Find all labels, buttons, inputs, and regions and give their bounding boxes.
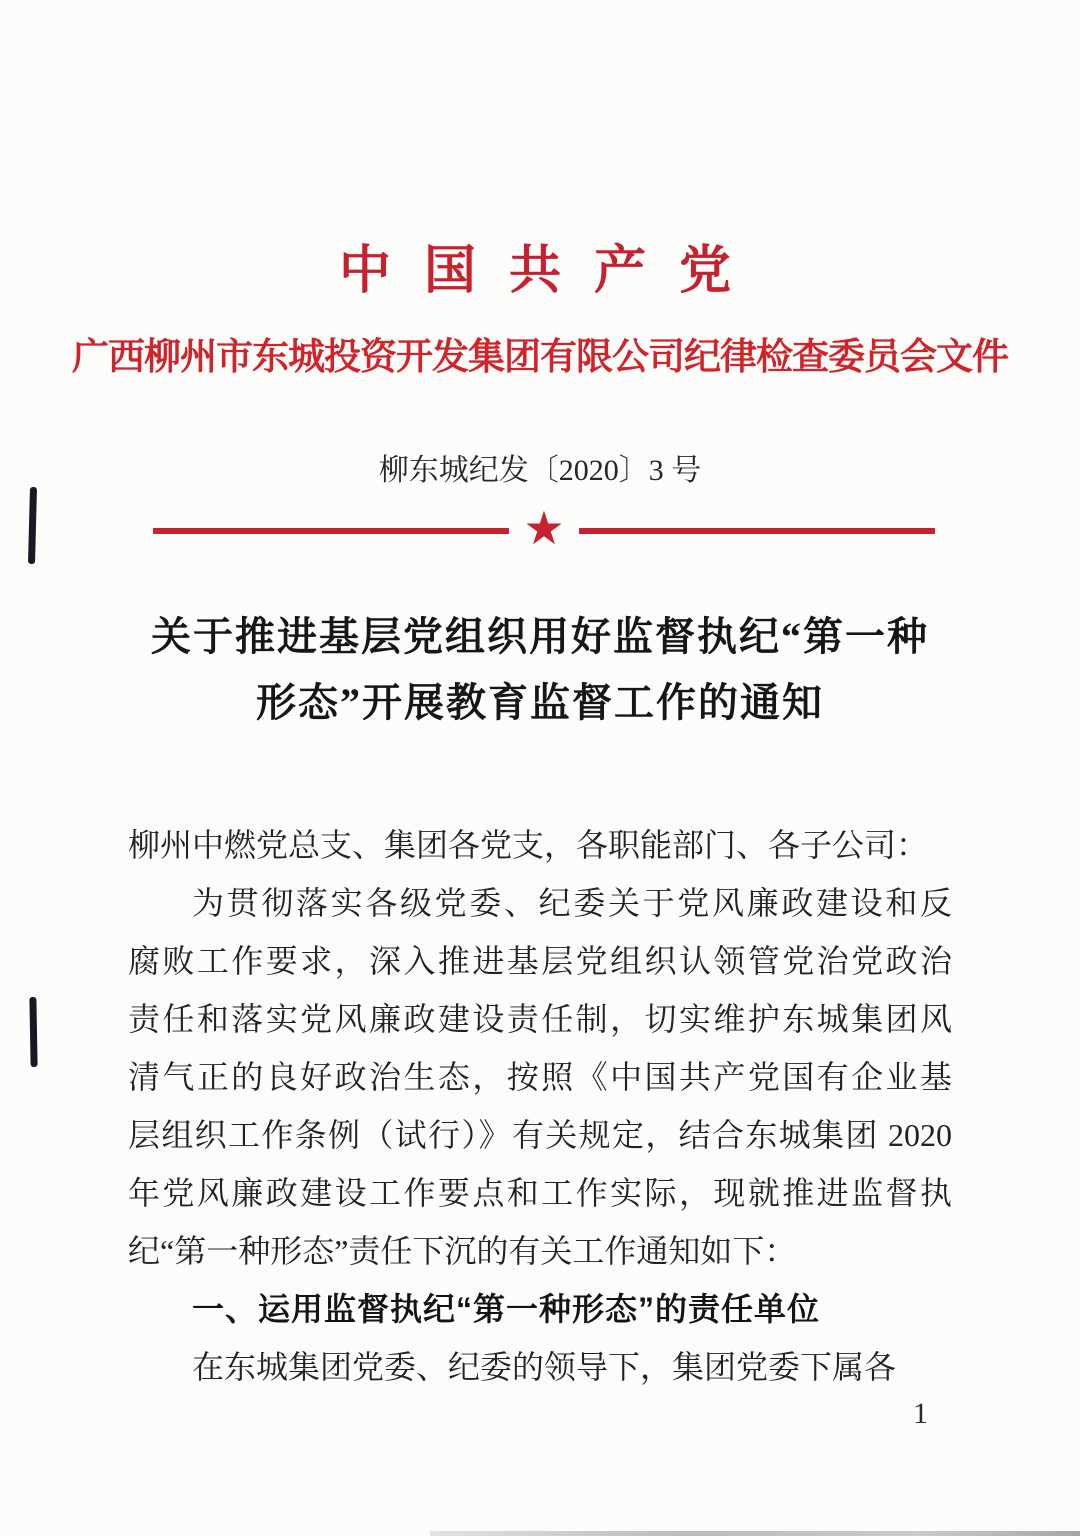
staple-mark-top xyxy=(28,487,37,564)
page-number: 1 xyxy=(913,1397,928,1430)
star-divider xyxy=(153,503,935,556)
document-title xyxy=(0,604,1080,736)
section-heading-1: 一、运用监督执纪“第一种形态”的责任单位 xyxy=(192,1291,821,1327)
star-icon: ★ xyxy=(523,503,565,554)
body-line: 在东城集团党委、纪委的领导下，集团党委下属各 xyxy=(192,1349,897,1385)
staple-mark-bottom xyxy=(29,997,37,1067)
divider-rule-right xyxy=(579,528,935,534)
document-number: 柳东城纪发〔2020〕3 号 xyxy=(378,454,702,487)
body-line: 层组织工作条例（试行）》有关规定，结合东城集团 2020 xyxy=(128,1117,952,1153)
divider-rule-left xyxy=(153,528,509,534)
salutation-line: 柳州中燃党总支、集团各党支，各职能部门、各子公司： xyxy=(128,827,929,863)
scan-edge-shadow xyxy=(430,1531,1080,1536)
document-body xyxy=(128,816,952,1396)
document-title-line1: 关于推进基层党组织用好监督执纪“第一种 xyxy=(151,614,929,659)
body-line: 年党风廉政建设工作要点和工作实际，现就推进监督执 xyxy=(128,1175,952,1211)
body-line: 纪“第一种形态”责任下沉的有关工作通知如下： xyxy=(128,1233,797,1269)
body-line: 腐败工作要求，深入推进基层党组织认领管党治党政治 xyxy=(128,943,952,979)
issuing-organization-title: 广西柳州市东城投资开发集团有限公司纪律检查委员会文件 xyxy=(72,337,1008,378)
body-line: 为贯彻落实各级党委、纪委关于党风廉政建设和反 xyxy=(192,885,952,921)
party-title: 中 国 共 产 党 xyxy=(338,243,741,300)
document-title-line2: 形态”开展教育监督工作的通知 xyxy=(256,680,824,725)
body-line: 责任和落实党风廉政建设责任制，切实维护东城集团风 xyxy=(128,1001,952,1037)
body-line: 清气正的良好政治生态，按照《中国共产党国有企业基 xyxy=(128,1059,952,1095)
